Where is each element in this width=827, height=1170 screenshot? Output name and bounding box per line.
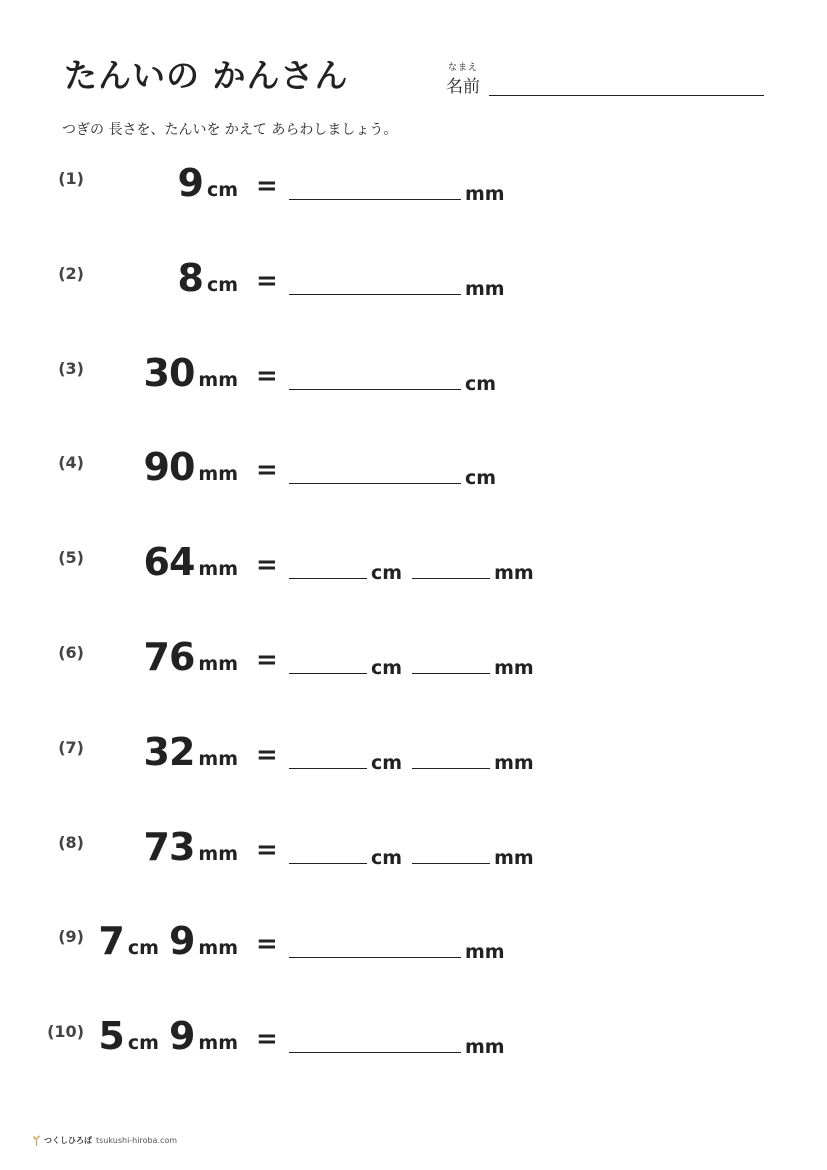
given-value: 32 bbox=[143, 729, 195, 774]
given-value: 9 bbox=[168, 919, 195, 964]
problem-row bbox=[0, 729, 827, 792]
footer-logo-text: つくしひろば bbox=[44, 1136, 92, 1145]
equals-sign: = bbox=[256, 171, 278, 201]
answer-area bbox=[289, 278, 505, 300]
given-length bbox=[144, 445, 239, 489]
problem-number: (6) bbox=[58, 643, 84, 662]
answer-area bbox=[289, 467, 496, 489]
answer-unit: mm bbox=[465, 1036, 505, 1059]
given-length bbox=[144, 825, 239, 869]
problem-number: (2) bbox=[58, 263, 84, 283]
answer-blank[interactable] bbox=[289, 198, 461, 200]
answer-blank[interactable] bbox=[289, 672, 367, 674]
answer-blank[interactable] bbox=[289, 388, 461, 390]
given-unit: cm bbox=[127, 1032, 159, 1055]
problem-row bbox=[0, 350, 827, 413]
answer-area bbox=[289, 752, 534, 774]
equals-sign: = bbox=[256, 929, 278, 960]
given-length bbox=[144, 351, 239, 395]
given-value: 64 bbox=[143, 540, 195, 585]
given-unit: cm bbox=[206, 179, 238, 201]
problem-number: (10) bbox=[47, 1022, 84, 1042]
given-unit: cm bbox=[206, 273, 238, 296]
problem-row bbox=[0, 1016, 827, 1076]
name-ruby: なまえ bbox=[448, 63, 479, 73]
answer-unit: mm bbox=[494, 657, 534, 679]
equals-sign: = bbox=[256, 550, 278, 581]
given-unit: mm bbox=[198, 842, 238, 865]
given-length bbox=[177, 161, 238, 205]
given-unit: mm bbox=[198, 1032, 238, 1055]
equals-sign: = bbox=[256, 834, 278, 865]
problem-row bbox=[0, 824, 827, 887]
given-length bbox=[144, 540, 239, 584]
answer-area bbox=[289, 373, 496, 395]
answer-blank[interactable] bbox=[289, 767, 367, 769]
answer-blank[interactable] bbox=[289, 577, 367, 579]
problem-number: (7) bbox=[58, 737, 84, 757]
given-length bbox=[98, 1014, 238, 1058]
problem-row bbox=[0, 447, 827, 507]
answer-area bbox=[289, 847, 534, 869]
answer-blank[interactable] bbox=[412, 577, 490, 579]
answer-blank[interactable] bbox=[289, 956, 461, 958]
answer-unit: mm bbox=[465, 941, 505, 964]
answer-blank[interactable] bbox=[289, 1051, 461, 1053]
given-unit: mm bbox=[198, 653, 238, 675]
given-length bbox=[144, 635, 239, 679]
equals-sign: = bbox=[256, 455, 278, 486]
answer-blank[interactable] bbox=[289, 862, 367, 864]
footer bbox=[32, 1135, 177, 1146]
answer-unit: cm bbox=[465, 372, 497, 395]
worksheet-title: たんいの かんさん bbox=[64, 56, 349, 95]
given-value: 7 bbox=[98, 919, 124, 964]
answer-unit: cm bbox=[371, 846, 403, 869]
equals-sign: = bbox=[256, 1024, 278, 1055]
answer-unit: cm bbox=[371, 562, 403, 585]
answer-blank[interactable] bbox=[289, 482, 461, 484]
answer-area bbox=[289, 1036, 505, 1058]
given-unit: mm bbox=[198, 747, 238, 770]
answer-blank[interactable] bbox=[412, 862, 490, 864]
problem-number: (3) bbox=[58, 358, 84, 378]
answer-blank[interactable] bbox=[289, 293, 461, 295]
footer-url: tsukushi-hiroba.com bbox=[96, 1136, 178, 1145]
given-value: 9 bbox=[168, 1014, 195, 1059]
answer-unit: cm bbox=[371, 657, 403, 679]
given-unit: mm bbox=[198, 368, 238, 391]
equals-sign: = bbox=[256, 739, 278, 770]
problem-row bbox=[0, 921, 827, 981]
given-value: 5 bbox=[98, 1014, 124, 1059]
given-value: 30 bbox=[143, 350, 195, 395]
answer-area bbox=[289, 562, 534, 584]
name-field bbox=[446, 60, 766, 100]
given-unit: cm bbox=[127, 937, 159, 960]
answer-unit: mm bbox=[465, 183, 505, 205]
problem-row bbox=[0, 542, 827, 602]
answer-unit: mm bbox=[465, 277, 505, 300]
problem-number: (5) bbox=[58, 548, 84, 568]
answer-blank[interactable] bbox=[412, 767, 490, 769]
instruction-text: つぎの 長さを、たんいを かえて あらわしましょう。 bbox=[62, 122, 398, 138]
answer-blank[interactable] bbox=[412, 672, 490, 674]
problem-number: (8) bbox=[58, 832, 84, 852]
name-write-line[interactable] bbox=[489, 95, 764, 96]
given-value: 8 bbox=[177, 255, 203, 300]
given-value: 90 bbox=[143, 445, 195, 490]
given-unit: mm bbox=[198, 463, 238, 486]
given-length bbox=[144, 730, 239, 774]
problem-row bbox=[0, 163, 827, 223]
problem-number: (1) bbox=[58, 169, 84, 188]
answer-area bbox=[289, 941, 505, 963]
answer-unit: cm bbox=[371, 751, 403, 774]
answer-unit: mm bbox=[494, 562, 534, 585]
equals-sign: = bbox=[256, 360, 278, 391]
answer-area bbox=[289, 657, 534, 679]
given-unit: mm bbox=[198, 558, 238, 581]
problem-number: (4) bbox=[58, 453, 84, 473]
equals-sign: = bbox=[256, 265, 278, 296]
given-value: 9 bbox=[177, 161, 203, 205]
equals-sign: = bbox=[256, 645, 278, 675]
given-value: 76 bbox=[143, 635, 195, 679]
given-length bbox=[177, 256, 238, 300]
name-label: 名前 bbox=[446, 77, 480, 97]
given-value: 73 bbox=[143, 824, 195, 869]
sprout-icon bbox=[32, 1135, 41, 1146]
problem-row bbox=[0, 637, 827, 697]
answer-unit: mm bbox=[494, 846, 534, 869]
answer-unit: mm bbox=[494, 751, 534, 774]
given-length bbox=[98, 919, 238, 963]
answer-unit: cm bbox=[465, 467, 497, 490]
given-unit: mm bbox=[198, 937, 238, 960]
answer-area bbox=[289, 183, 505, 205]
problem-row bbox=[0, 255, 827, 318]
problem-number: (9) bbox=[58, 927, 84, 947]
